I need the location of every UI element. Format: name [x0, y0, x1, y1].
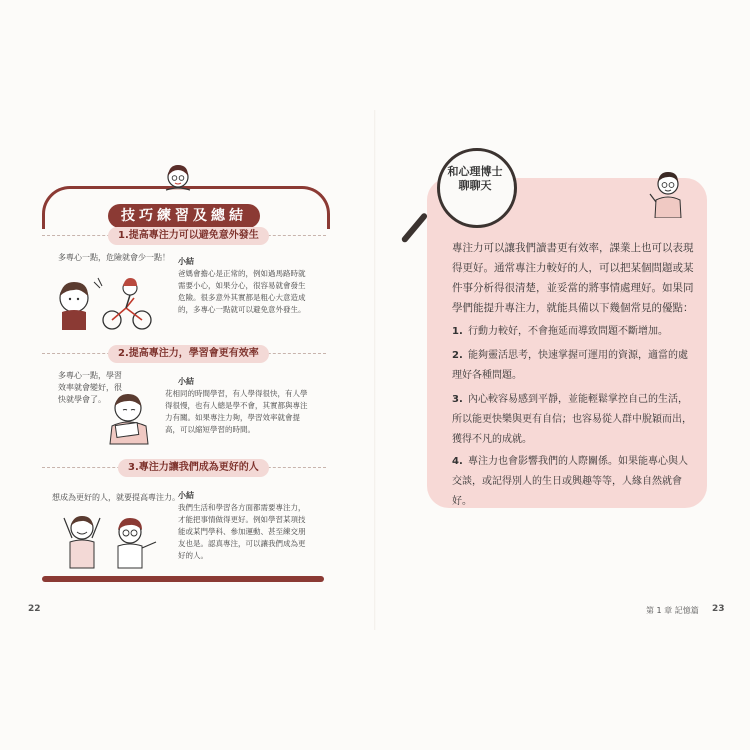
- benefit-number: 4.: [452, 456, 463, 467]
- left-frame-bottom: [42, 576, 324, 582]
- page-number-right: 23: [712, 604, 725, 614]
- section-1-summary-label: 小結: [178, 257, 194, 266]
- benefit-item: [452, 346, 696, 386]
- benefit-item: [452, 390, 696, 450]
- benefit-item: [452, 452, 696, 512]
- panel-intro: 專注力可以讓我們讀書更有效率，課業上也可以表現得更好。通常專注力較好的人，可以把某個問題或某件事分析得很清楚，並妥當的將事情處理好。如果同學們能提升專注力，就能具備以下幾個常見的優點：: [452, 242, 694, 314]
- benefit-item: [452, 322, 696, 342]
- section-1-note: 多專心一點，危險就會少一點！: [58, 253, 170, 262]
- magnifier-handle: [401, 212, 429, 243]
- child-reading-illustration: [100, 386, 160, 446]
- section-2-summary: 花相同的時間學習，有人學得很快，有人學得很慢，也有人總是學不會，其實都與專注力有關。如果專注力夠，學習效率就會提高，可以縮短學習的時間。: [165, 389, 308, 434]
- section-3-summary: 我們生活和學習各方面都需要專注力，才能把事情做得更好。例如學習某項技能或某門學科、參加運動、甚至練交朋友也是。認真專注，可以讓我們成為更好的人。: [178, 503, 306, 560]
- teacher-illustration: [160, 160, 196, 196]
- section-3-note: 想成為更好的人，就要提高專注力。: [52, 493, 180, 502]
- running-head: 第 1 章 記憶篇: [646, 606, 699, 615]
- panel-badge: 和心理博士聊聊天: [447, 165, 503, 192]
- psychologist-illustration: [648, 168, 688, 218]
- benefit-text: 行動力較好，不會拖延而導致問題不斷增加。: [468, 326, 668, 337]
- benefit-number: 3.: [452, 394, 463, 405]
- gutter: [374, 110, 376, 630]
- section-title: 技巧練習及總結: [108, 204, 260, 228]
- section-heading-2: 2.提高專注力，學習會更有效率: [108, 345, 269, 363]
- section-heading-1: 1.提高專注力可以避免意外發生: [108, 227, 269, 245]
- benefit-number: 2.: [452, 350, 463, 361]
- section-3-summary-label: 小結: [178, 491, 194, 500]
- section-heading-3: 3.專注力讓我們成為更好的人: [118, 459, 269, 477]
- page-number-left: 22: [28, 604, 41, 614]
- benefit-text: 內心較容易感到平靜，並能輕鬆掌控自己的生活，所以能更快樂與更有自信；也容易從人群中脫穎而出，獲得不凡的成就。: [452, 394, 692, 445]
- benefit-number: 1.: [452, 326, 463, 337]
- child-bike-illustration: [50, 268, 160, 332]
- benefit-text: 專注力也會影響我們的人際關係。如果能專心與人交談，或記得別人的生日或興趣等等，人緣自然就會好。: [452, 456, 688, 507]
- section-2-note: 多專心一點，學習效率就會變好，很快就學會了。: [58, 371, 122, 404]
- benefit-text: 能夠靈活思考，快速掌握可運用的資源，適當的處理好各種問題。: [452, 350, 688, 381]
- section-1-summary: 爸媽會擔心是正常的，例如過馬路時就需要小心，如果分心，很容易就會發生危險。很多意外其實都是粗心大意造成的，多專心一點就可以避免意外發生。: [178, 269, 306, 314]
- section-2-summary-label: 小結: [178, 377, 194, 386]
- children-cheering-illustration: [56, 508, 160, 570]
